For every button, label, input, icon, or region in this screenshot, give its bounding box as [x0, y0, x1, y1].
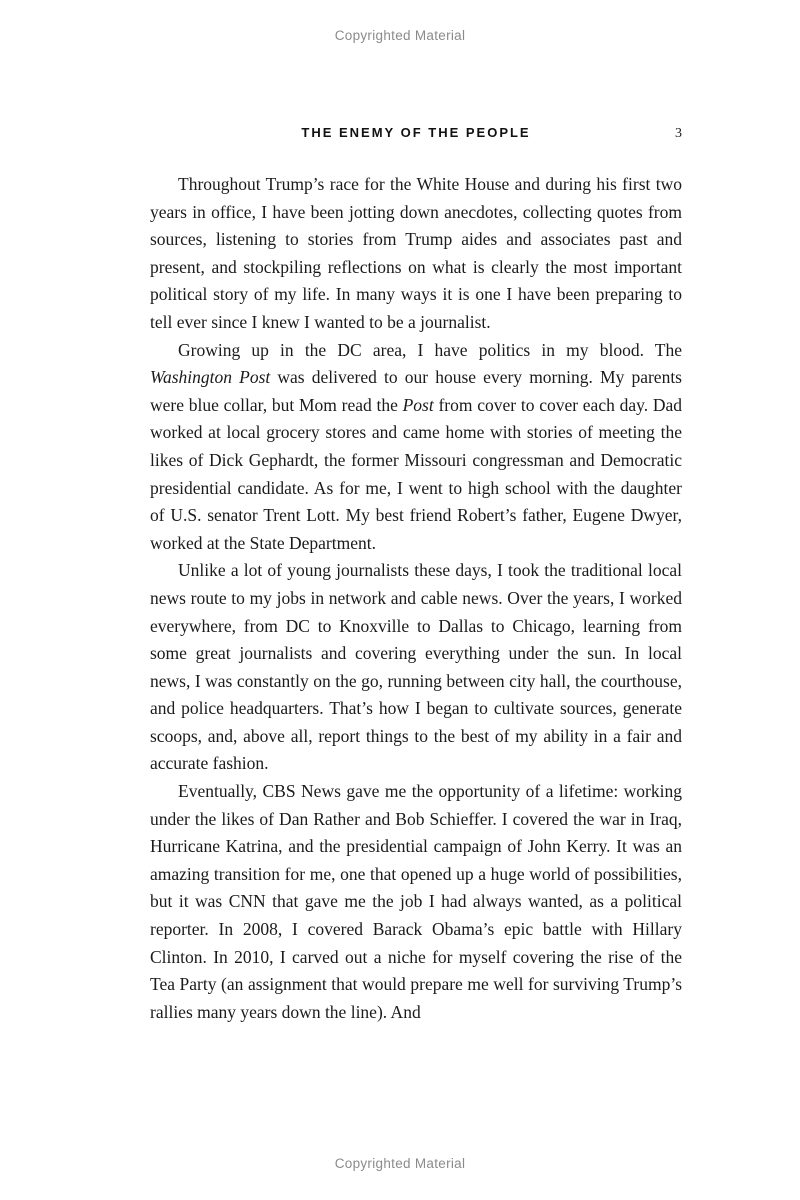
paragraph	[150, 337, 682, 558]
page-number: 3	[675, 126, 682, 141]
italic-text-run: Post	[402, 394, 434, 415]
running-header-title: THE ENEMY OF THE PEOPLE	[301, 125, 531, 140]
running-header	[150, 125, 682, 145]
text-run: Eventually, CBS News gave me the opportunity of a lifetime: working under the likes of Dan Rather and Bob Schieffer. I covered the war in Iraq, Hurricane Katrina, and the presidential campaign of John Kerry. It was an amazing transition for me, one that opened up a huge world of possibilities, but it was CNN that gave me the job I had always wanted, as a political reporter. In 2008, I covered Barack Obama’s epic battle with Hillary Clinton. In 2010, I carved out a niche for myself covering the rise of the Tea Party (an assignment that would prepare me well for surviving Trump’s rallies many years down the line). And	[150, 781, 682, 1022]
text-run: from cover to cover each day. Dad worked at local grocery stores and came home with stories of meeting the likes of Dick Gephardt, the former Missouri congressman and Democratic presidential candidate. As for me, I went to high school with the daughter of U.S. senator Trent Lott. My best friend Robert’s father, Eugene Dwyer, worked at the State Department.	[150, 394, 682, 553]
text-run: Growing up in the DC area, I have politics in my blood. The	[178, 339, 682, 360]
paragraph	[150, 171, 682, 337]
text-run: Throughout Trump’s race for the White House and during his first two years in office, I have been jotting down anecdotes, collecting quotes from sources, listening to stories from Trump aides and associates past and present, and stockpiling reflections on what is clearly the most important political story of my life. In many ways it is one I have been preparing to tell ever since I knew I wanted to be a journalist.	[150, 174, 682, 332]
paragraph	[150, 557, 682, 778]
italic-text-run: Washington Post	[150, 367, 271, 388]
text-run: Unlike a lot of young journalists these days, I took the traditional local news route to my jobs in network and cable news. Over the years, I worked everywhere, from DC to Knoxville to Dallas to Chicago, learning from some great journalists and covering everything under the sun. In local news, I was constantly on the go, running between city hall, the courthouse, and police headquarters. That’s how I began to cultivate sources, generate scoops, and, above all, report things to the best of my ability in a fair and accurate fashion.	[150, 560, 682, 774]
paragraph	[150, 778, 682, 1026]
text-run: was delivered to our house every morning. My parents were blue collar, but Mom read the	[150, 367, 682, 415]
copyright-notice-bottom: Copyrighted Material	[334, 1156, 466, 1171]
copyright-notice-top: Copyrighted Material	[334, 28, 466, 43]
body-text	[150, 171, 682, 1026]
